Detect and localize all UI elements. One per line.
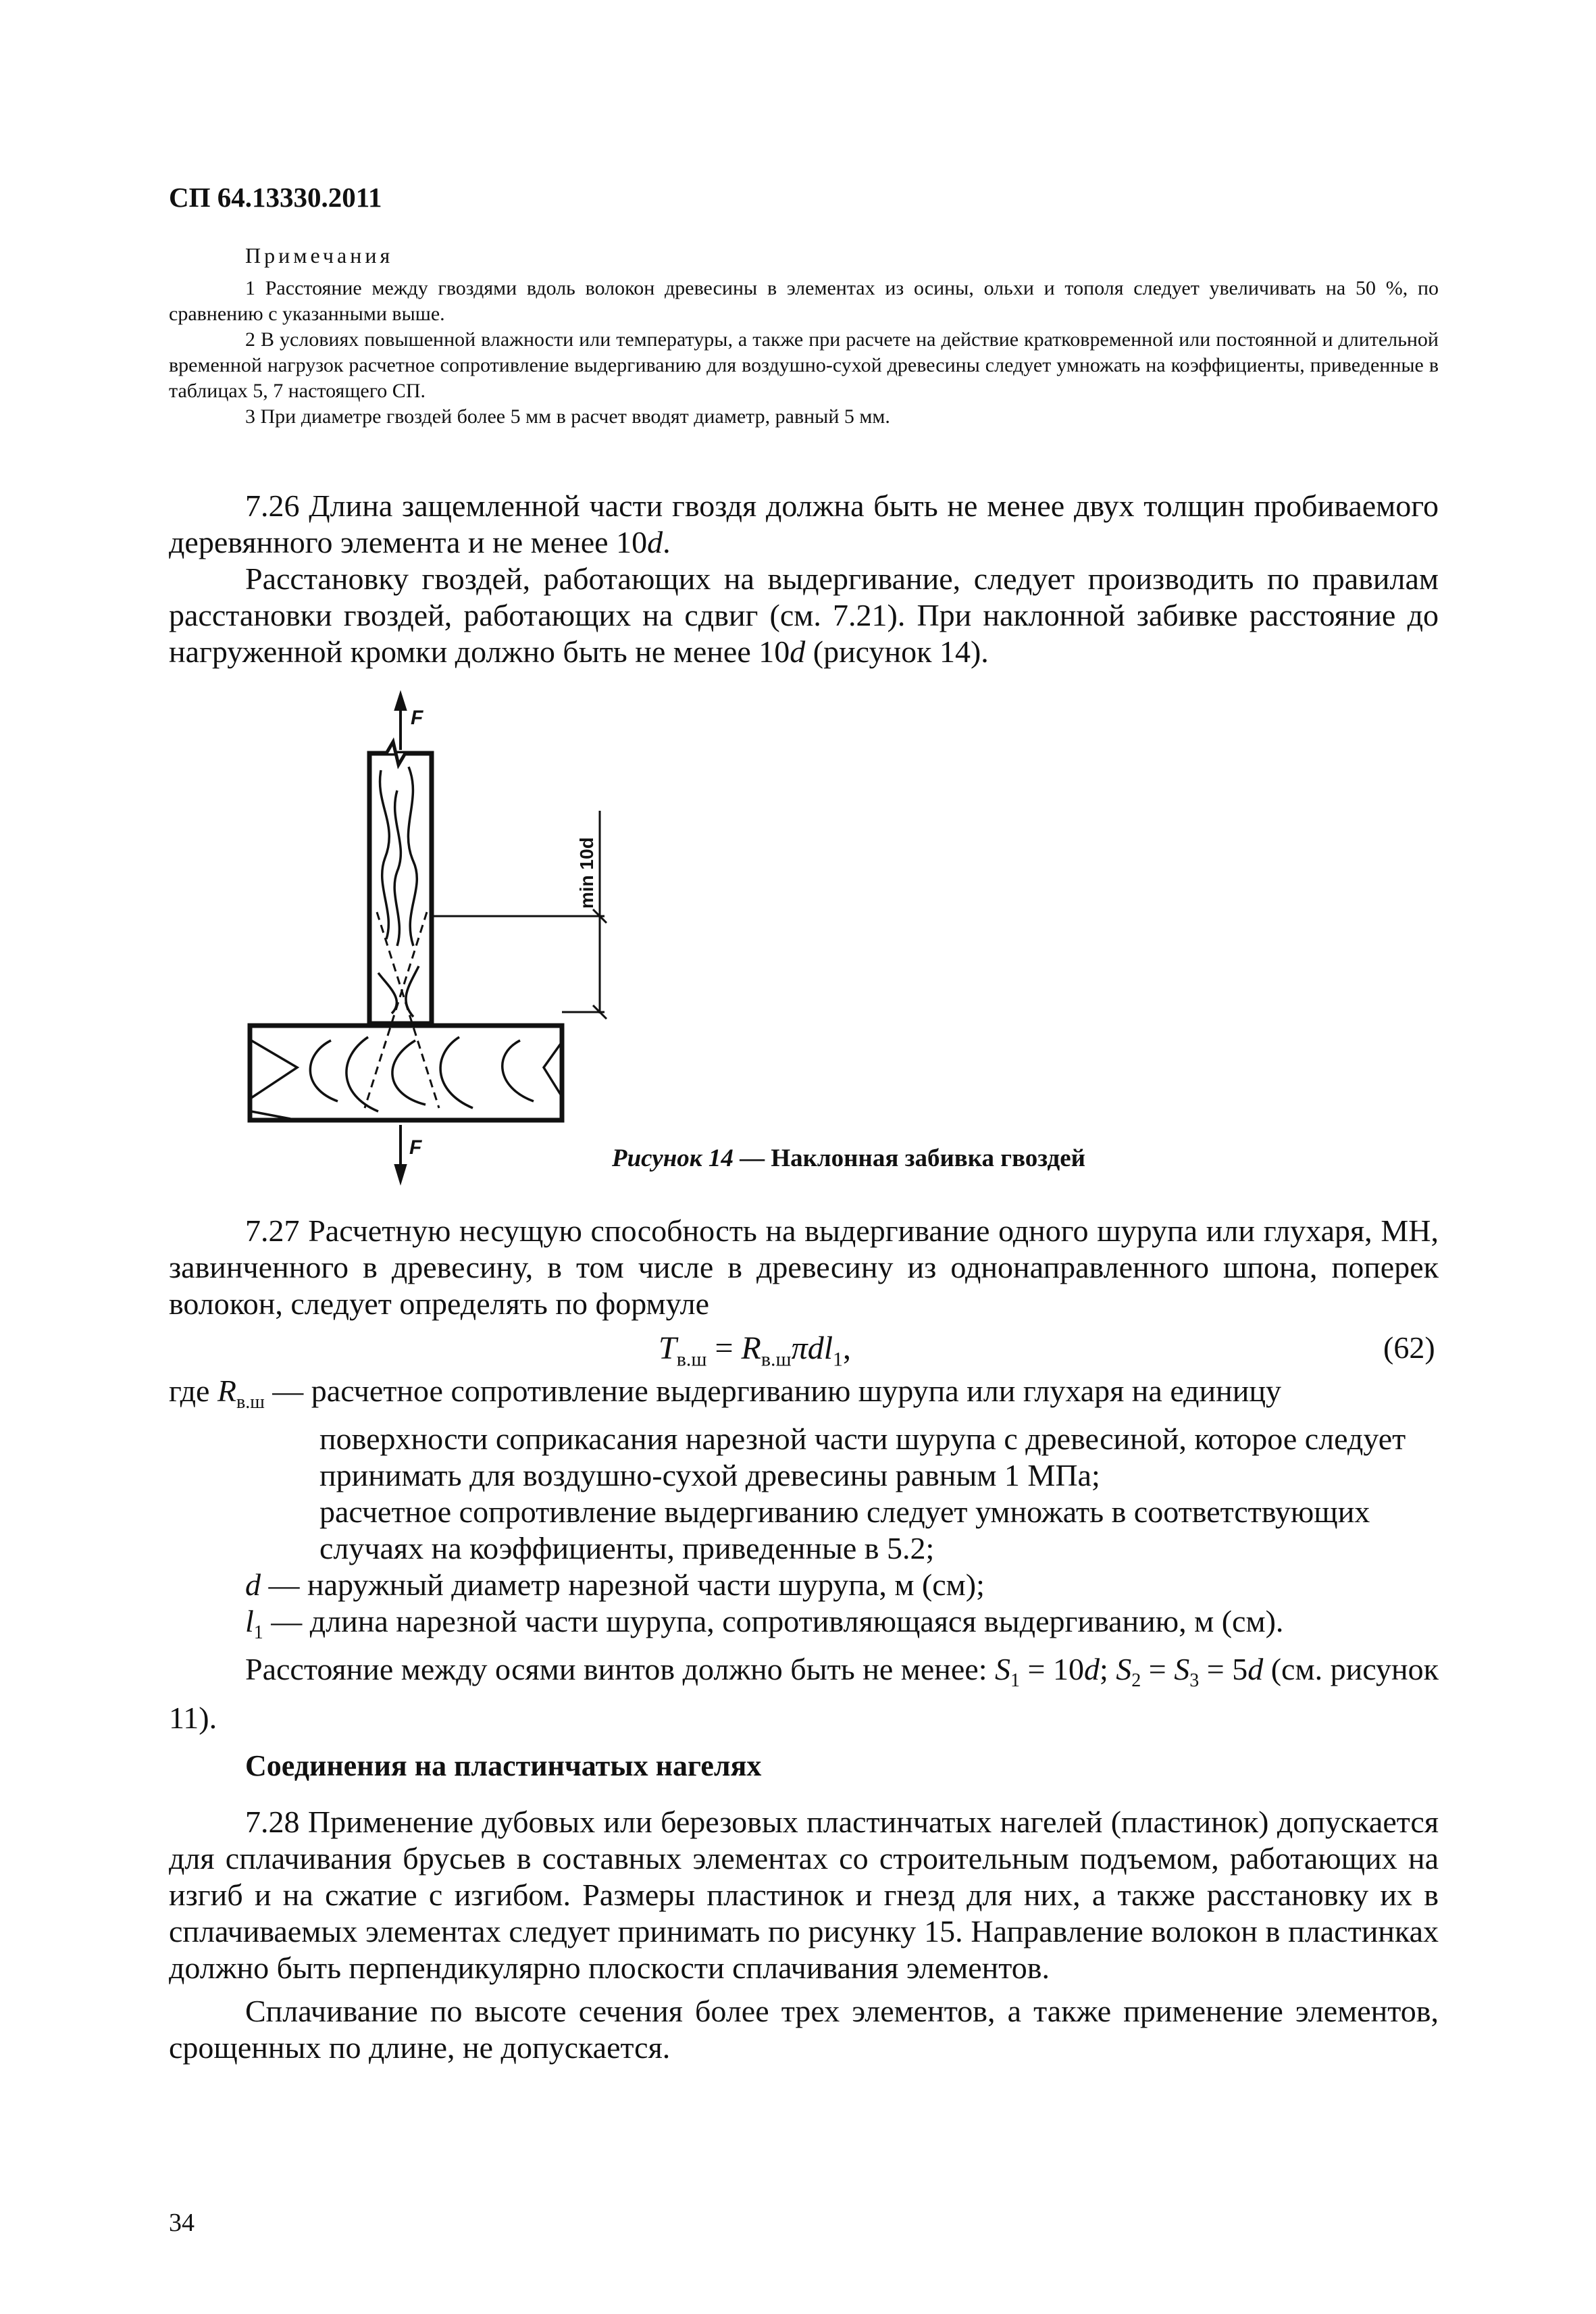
note-item-1: 1 Расстояние между гвоздями вдоль волокон древесины в элементах из осины, ольхи и тополя следует увеличивать на 50 %, по сравнению с указанными выше. <box>169 277 1439 325</box>
paragraph-7-26 <box>169 488 1439 670</box>
spacing-eq3: = 5 <box>1199 1652 1248 1687</box>
force-label-bottom: F <box>409 1136 422 1159</box>
caption-text: Наклонная забивка гвоздей <box>771 1145 1085 1172</box>
figure-14-diagram <box>236 689 642 1189</box>
formula-comma: , <box>843 1330 852 1366</box>
formula-eq: = <box>706 1330 742 1366</box>
formula-T: T <box>659 1330 677 1366</box>
formula-l-sub: 1 <box>833 1348 844 1371</box>
def-d-symbol: d <box>245 1567 261 1603</box>
notes-title: Примечания <box>245 243 394 268</box>
def-l-sub: 1 <box>253 1622 263 1644</box>
spacing-s2: S <box>1116 1652 1132 1687</box>
page-number: 34 <box>169 2209 195 2237</box>
def-R-sub: в.ш <box>236 1392 265 1413</box>
formula-R-sub: в.ш <box>761 1348 792 1371</box>
spacing-s1-sub: 1 <box>1010 1670 1021 1692</box>
paragraph-7-28 <box>169 1804 1439 2066</box>
def-d-text: — наружный диаметр нарезной части шурупа, м (см); <box>261 1567 985 1603</box>
p726b-tail: (рисунок 14). <box>805 634 989 669</box>
definitions <box>169 1373 1439 1736</box>
formula-rest: πdl <box>791 1330 833 1366</box>
def-l-symbol: l <box>245 1604 254 1639</box>
p726-tail: . <box>663 525 671 559</box>
spacing-d1: d <box>1083 1652 1100 1687</box>
formula-R: R <box>741 1330 761 1366</box>
paragraph-7-27 <box>169 1213 1439 1322</box>
def-R-line1: — расчетное сопротивление выдергиванию шурупа или глухаря на единицу <box>264 1374 1282 1408</box>
where-label: где <box>169 1374 217 1408</box>
def-R-line2: поверхности соприкасания нарезной части шурупа с древесиной, которое следует <box>319 1422 1406 1457</box>
formula-number: (62) <box>1383 1330 1435 1365</box>
def-R-line3: принимать для воздушно-сухой древесины равным 1 МПа; <box>319 1458 1100 1493</box>
caption-dash: — <box>733 1145 771 1172</box>
p728b-text: Сплачивание по высоте сечения более трех элементов, а также применение элементов, срощенных по длине, не допускается. <box>169 1994 1439 2065</box>
notes-list <box>169 276 1439 430</box>
p726-text: 7.26 Длина защемленной части гвоздя должна быть не менее двух толщин пробиваемого деревянного элемента и не менее 10 <box>169 488 1439 559</box>
def-R-line4: расчетное сопротивление выдергиванию следует умножать в соответствующих <box>319 1494 1370 1530</box>
p726b-d: d <box>790 634 806 669</box>
note-item-3: 3 При диаметре гвоздей более 5 мм в расчет вводят диаметр, равный 5 мм. <box>245 405 890 428</box>
spacing-sep: ; <box>1099 1652 1116 1687</box>
spacing-tail: (см. рисунок 11). <box>169 1652 1439 1735</box>
def-R-line5: случаях на коэффициенты, приведенные в 5.2; <box>319 1531 935 1566</box>
force-label-top: F <box>411 707 423 729</box>
def-l-text: — длина нарезной части шурупа, сопротивляющаяся выдергиванию, м (см). <box>263 1604 1284 1639</box>
spacing-s1: S <box>995 1652 1011 1687</box>
dimension-label: min 10d <box>576 837 597 909</box>
caption-label: Рисунок 14 <box>612 1145 733 1172</box>
p726-d: d <box>647 525 663 559</box>
spacing-eq1: = 10 <box>1020 1652 1084 1687</box>
p728-text: 7.28 Применение дубовых или березовых пластинчатых нагелей (пластинок) допускается для сплачивания брусьев в составных элементах со строительным подъемом, работающих на изгиб и на сжатие с изгибом. Размеры пластинок и гнезд для них, а также расстановку их в сплачиваемых элементах следует принимать по рисунку 15. Направление волокон в пластинках должно быть перпендикулярно плоскости сплачивания элементов. <box>169 1805 1439 1985</box>
spacing-d2: d <box>1247 1652 1264 1687</box>
spacing-s3-sub: 3 <box>1189 1670 1200 1692</box>
p726b-text: Расстановку гвоздей, работающих на выдергивание, следует производить по правилам расстановки гвоздей, работающих на сдвиг (см. 7.21). При наклонной забивке расстояние до нагруженной кромки должно быть не менее 10 <box>169 561 1439 669</box>
note-item-2: 2 В условиях повышенной влажности или температуры, а также при расчете на действие кратковременной или постоянной и длительной временной нагрузок расчетное сопротивление выдергиванию для воздушно-сухой древесины следует умножать на коэффициенты, приведенные в таблицах 5, 7 настоящего СП. <box>169 328 1439 402</box>
spacing-s3: S <box>1174 1652 1190 1687</box>
spacing-text: Расстояние между осями винтов должно быть не менее: <box>245 1652 996 1687</box>
formula-T-sub: в.ш <box>676 1348 707 1371</box>
section-title: Соединения на пластинчатых нагелях <box>245 1749 762 1782</box>
def-R-symbol: R <box>217 1374 237 1408</box>
figure-14-caption <box>612 1144 1085 1173</box>
formula-62 <box>659 1330 851 1372</box>
spacing-s2-sub: 2 <box>1131 1670 1141 1692</box>
document-code-header: СП 64.13330.2011 <box>169 182 382 213</box>
p727-text: 7.27 Расчетную несущую способность на выдергивание одного шурупа или глухаря, МН, завинченного в древесину, в том числе в древесину из однонаправленного шпона, поперек волокон, следует определять по формуле <box>169 1213 1439 1321</box>
spacing-eq2: = <box>1141 1652 1175 1687</box>
